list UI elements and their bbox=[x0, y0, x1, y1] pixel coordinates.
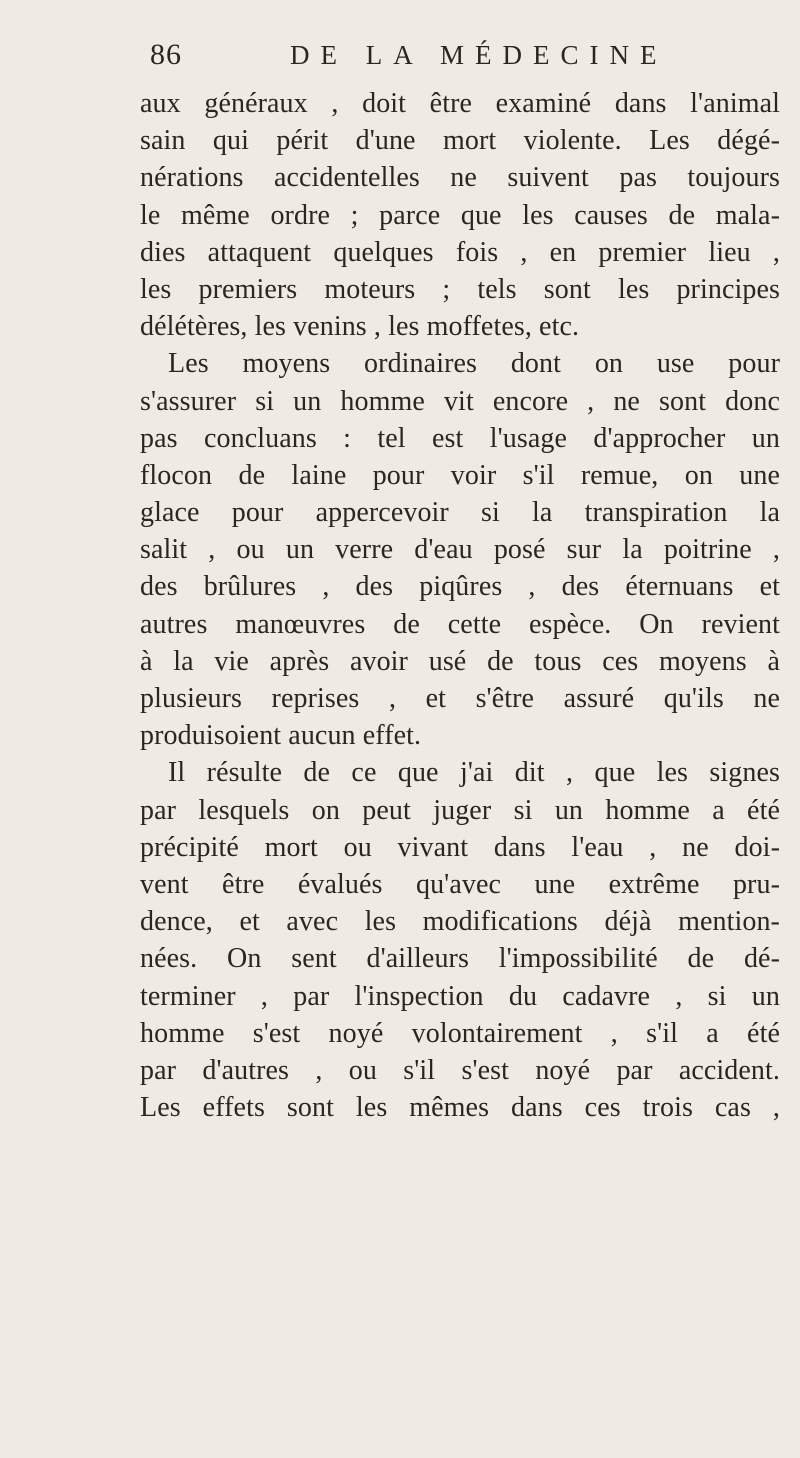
text-line: terminer , par l'inspection du cadavre , si un bbox=[140, 980, 780, 1012]
text-line: vent être évalués qu'avec une extrême pru- bbox=[140, 868, 780, 900]
text-line: nérations accidentelles ne suivent pas toujours bbox=[140, 162, 780, 194]
text-line: dies attaquent quelques fois , en premier lieu , bbox=[140, 236, 780, 268]
running-head: DE LA MÉDECINE bbox=[290, 40, 668, 70]
text-line: salit , ou un verre d'eau posé sur la poitrine , bbox=[140, 534, 780, 566]
text-line: Il résulte de ce que j'ai dit , que les signes bbox=[168, 757, 780, 789]
text-line: pas concluans : tel est l'usage d'approcher un bbox=[140, 422, 780, 454]
text-line: Les moyens ordinaires dont on use pour bbox=[168, 348, 780, 380]
text-line: plusieurs reprises , et s'être assuré qu'ils ne bbox=[140, 683, 780, 714]
text-line: le même ordre ; parce que les causes de mala- bbox=[140, 199, 780, 231]
body-text bbox=[140, 85, 780, 1126]
page-number: 86 bbox=[150, 38, 182, 71]
text-line: les premiers moteurs ; tels sont les principes bbox=[140, 273, 780, 305]
text-line: par d'autres , ou s'il s'est noyé par accident. bbox=[140, 1054, 780, 1086]
text-line: aux généraux , doit être examiné dans l'animal bbox=[140, 88, 780, 119]
text-line: glace pour appercevoir si la transpiration la bbox=[140, 497, 780, 529]
text-line: sain qui périt d'une mort violente. Les dégé- bbox=[140, 125, 780, 157]
text-line: flocon de laine pour voir s'il remue, on une bbox=[140, 459, 780, 491]
text-line: nées. On sent d'ailleurs l'impossibilité de dé- bbox=[140, 943, 780, 975]
page-header bbox=[150, 38, 770, 78]
text-line: des brûlures , des piqûres , des éternuans et bbox=[140, 571, 780, 603]
text-line: dence, et avec les modifications déjà mention- bbox=[140, 906, 780, 938]
text-line: s'assurer si un homme vit encore , ne sont donc bbox=[140, 385, 780, 417]
text-line: produisoient aucun effet. bbox=[140, 720, 422, 752]
text-line: délétères, les venins , les moffetes, etc. bbox=[140, 311, 580, 343]
text-line: Les effets sont les mêmes dans ces trois cas , bbox=[140, 1092, 780, 1124]
text-line: à la vie après avoir usé de tous ces moyens à bbox=[140, 645, 780, 677]
text-line: par lesquels on peut juger si un homme a été bbox=[140, 794, 780, 826]
text-line: homme s'est noyé volontairement , s'il a été bbox=[140, 1017, 780, 1049]
text-line: autres manœuvres de cette espèce. On revient bbox=[140, 608, 780, 640]
text-line: précipité mort ou vivant dans l'eau , ne doi- bbox=[140, 831, 780, 863]
